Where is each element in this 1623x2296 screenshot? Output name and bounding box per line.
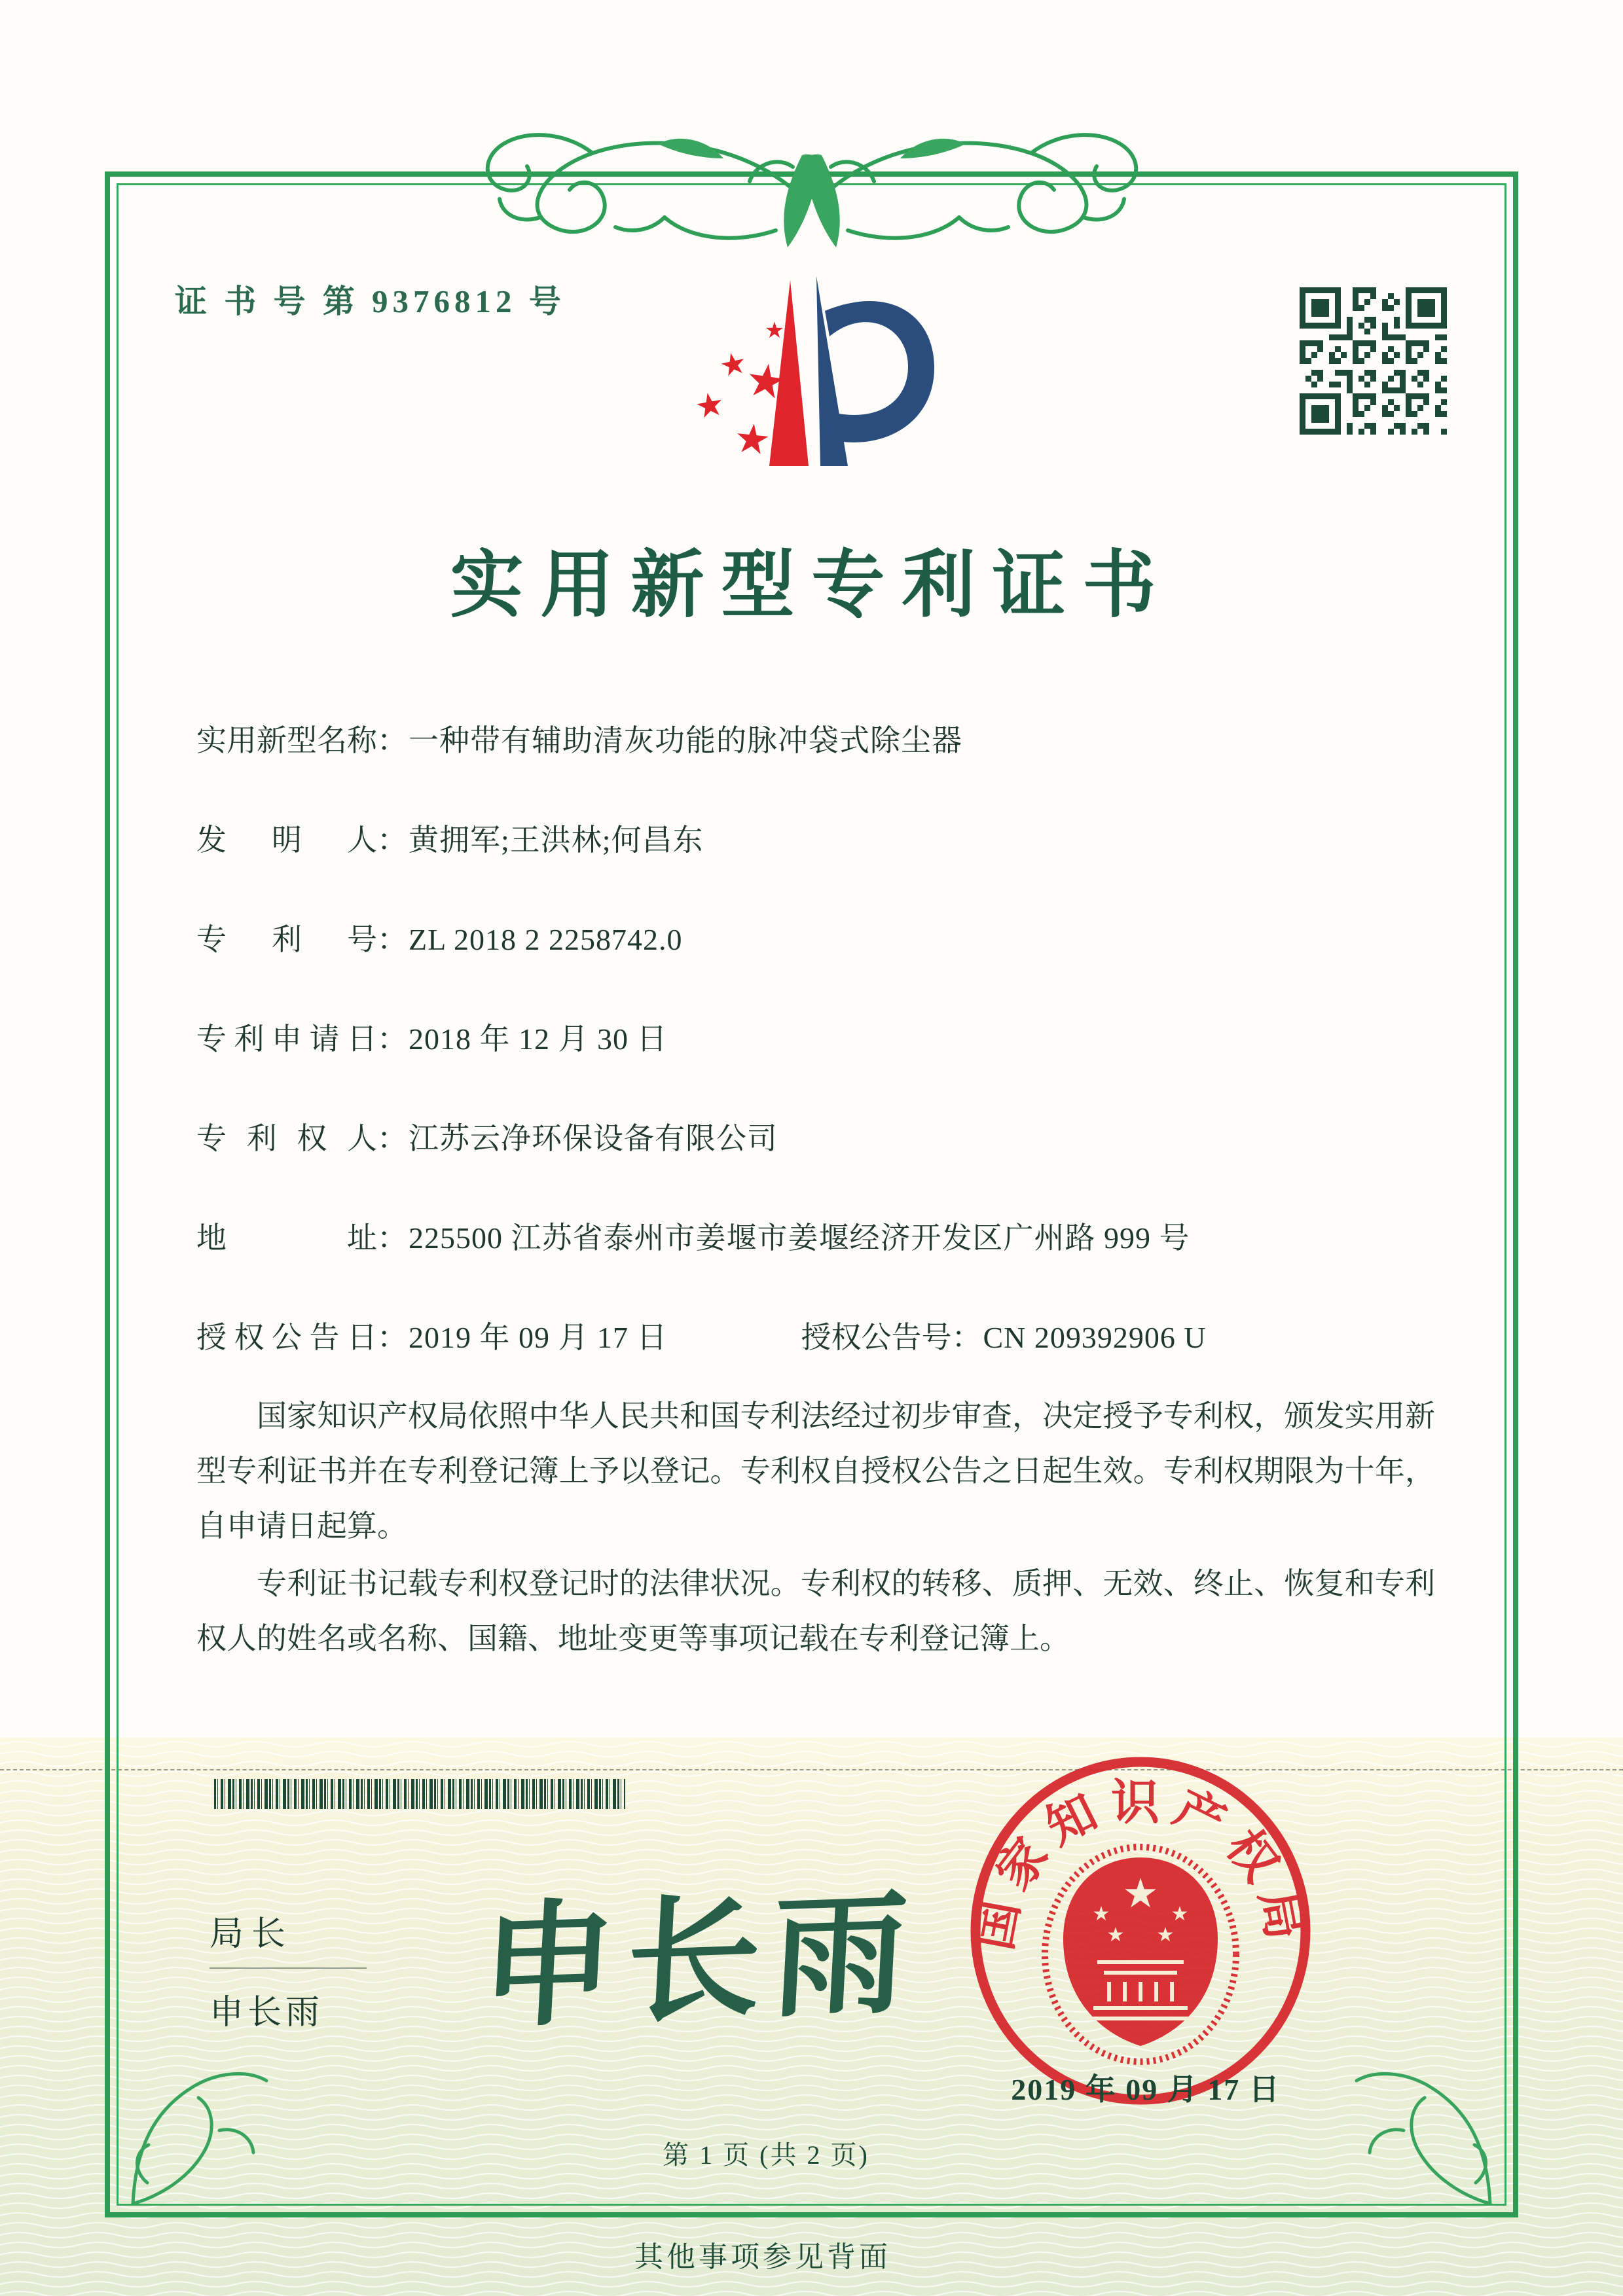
colon: ： xyxy=(377,823,407,857)
logo-star-icon: ★ xyxy=(731,416,773,464)
issue-date: 2019 年 09 月 17 日 xyxy=(1011,2073,1281,2106)
field-value: 一种带有辅助清灰功能的脉冲袋式除尘器 xyxy=(409,724,962,757)
legal-paragraph-2: 专利证书记载专利权登记时的法律状况。专利权的转移、质押、无效、终止、恢复和专利权人的姓名或名称、国籍、地址变更等事项记载在专利登记簿上。 xyxy=(196,1567,1435,1655)
field-value: 225500 江苏省泰州市姜堰市姜堰经济开发区广州路 999 号 xyxy=(409,1221,1190,1255)
field-label: 专利权人 xyxy=(196,1122,377,1155)
cnipa-logo-icon xyxy=(691,275,939,468)
field-label: 专利号 xyxy=(196,923,377,956)
colon: ： xyxy=(377,1122,407,1155)
colon: ： xyxy=(377,1321,407,1354)
field-row-patentee xyxy=(196,1115,1480,1158)
field-value: ZL 2018 2 2258742.0 xyxy=(409,923,683,956)
logo-star-icon: ★ xyxy=(764,319,785,343)
colon: ： xyxy=(377,1221,407,1255)
certificate-title: 实用新型专利证书 xyxy=(450,545,1173,626)
grant-number-value: CN 209392906 U xyxy=(983,1321,1207,1354)
qr-code xyxy=(1300,287,1447,435)
field-value: 江苏云净环保设备有限公司 xyxy=(409,1122,778,1155)
legal-paragraph-1: 国家知识产权局依照中华人民共和国专利法经过初步审查，决定授予专利权，颁发实用新型专利证书并在专利登记簿上予以登记。专利权自授权公告之日起生效。专利权期限为十年，自申请日起算。 xyxy=(196,1399,1435,1543)
field-value: 2018 年 12 月 30 日 xyxy=(409,1022,668,1056)
field-row-inventors xyxy=(196,816,1480,859)
field-value: 黄拥军;王洪林;何昌东 xyxy=(409,823,704,857)
corner-flourish-icon xyxy=(121,2013,272,2209)
field-label: 授权公告日 xyxy=(196,1321,377,1354)
colon: ： xyxy=(377,1022,407,1056)
emblem-star-icon: ★ xyxy=(1171,1903,1189,1925)
field-row-grant-date-and-number xyxy=(196,1314,1480,1357)
field-label: 实用新型名称 xyxy=(196,724,377,757)
logo-star-icon: ★ xyxy=(716,345,750,384)
grant-number-label: 授权公告号 xyxy=(801,1321,952,1354)
cnipa-official-seal xyxy=(962,1751,1319,2113)
field-row-utility-model-name xyxy=(196,717,1480,760)
field-row-address xyxy=(196,1214,1480,1257)
footer-note: 其他事项参见背面 xyxy=(634,2241,891,2273)
director-title-label: 局长 xyxy=(210,1916,294,1953)
corner-flourish-icon xyxy=(1351,2013,1502,2209)
director-divider-line xyxy=(210,1967,367,1969)
seal-ring-text: 国家知识产权局 xyxy=(968,1776,1313,1954)
band-boundary-line xyxy=(0,1769,1623,1770)
field-label: 地址 xyxy=(196,1221,377,1255)
field-row-patent-number xyxy=(196,916,1480,959)
field-value: 2019 年 09 月 17 日 xyxy=(409,1321,668,1354)
logo-star-icon: ★ xyxy=(742,354,790,410)
colon: ： xyxy=(377,923,407,956)
emblem-star-icon: ★ xyxy=(1092,1903,1110,1925)
colon: ： xyxy=(951,1321,982,1354)
dragon-scroll-ornament-icon xyxy=(383,119,1241,260)
emblem-star-icon: ★ xyxy=(1122,1872,1159,1916)
field-label: 专利申请日 xyxy=(196,1022,377,1056)
field-row-filing-date xyxy=(196,1015,1480,1058)
director-autograph-signature: 申长雨 xyxy=(477,1880,922,2045)
page-number: 第 1 页 (共 2 页) xyxy=(663,2140,869,2170)
colon: ： xyxy=(377,724,407,757)
field-label: 发明人 xyxy=(196,823,377,857)
legal-text-block xyxy=(196,1389,1435,1669)
certificate-number: 证 书 号 第 9376812 号 xyxy=(175,283,566,319)
director-printed-name: 申长雨 xyxy=(210,1994,324,2032)
emblem-star-icon: ★ xyxy=(1156,1924,1175,1946)
emblem-star-icon: ★ xyxy=(1106,1924,1125,1946)
logo-star-icon: ★ xyxy=(692,384,727,426)
barcode xyxy=(214,1779,625,1809)
